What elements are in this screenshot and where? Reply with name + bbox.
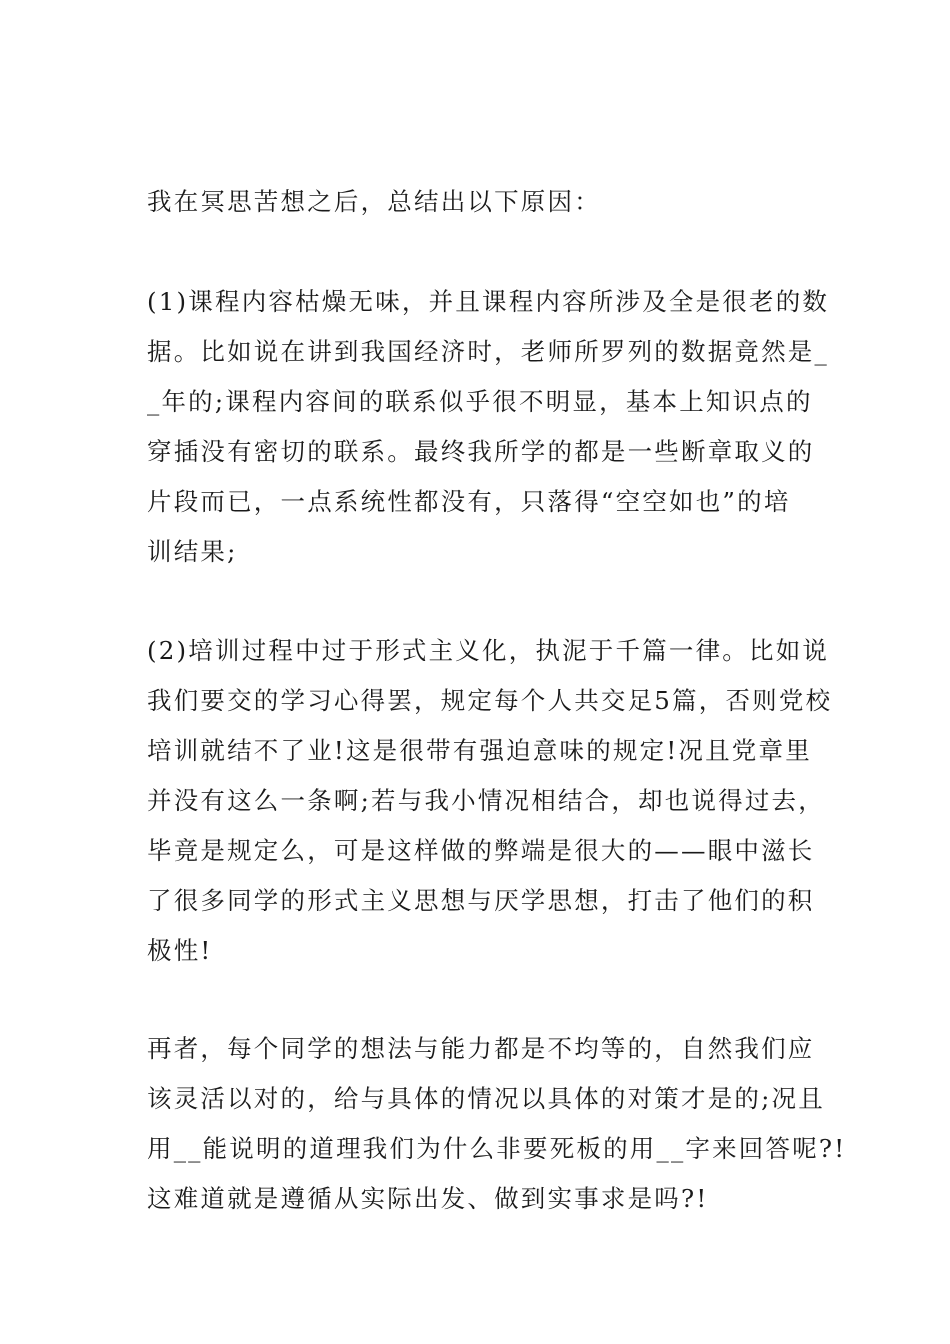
- point1-line-2: 据。比如说在讲到我国经济时，老师所罗列的数据竟然是_: [147, 337, 829, 366]
- point2-line-2: 我们要交的学习心得罢，规定每个人共交足5篇，否则党校: [147, 686, 833, 715]
- closing-line-4: 这难道就是遵循从实际出发、做到实事求是吗?!: [147, 1184, 709, 1213]
- closing-line-1: 再者，每个同学的想法与能力都是不均等的，自然我们应: [147, 1034, 815, 1063]
- point2-line-5: 毕竟是规定么，可是这样做的弊端是很大的——眼中滋长: [147, 836, 815, 865]
- point1-line-5: 片段而已，一点系统性都没有，只落得“空空如也”的培: [147, 487, 791, 516]
- point2-line-6: 了很多同学的形式主义思想与厌学思想，打击了他们的积: [147, 886, 815, 915]
- point1-line-4: 穿插没有密切的联系。最终我所学的都是一些断章取义的: [147, 437, 815, 466]
- point2-line-7: 极性!: [147, 936, 213, 965]
- point1-line-1: (1)课程内容枯燥无味，并且课程内容所涉及全是很老的数: [147, 287, 830, 316]
- intro-line: 我在冥思苦想之后，总结出以下原因：: [147, 187, 601, 216]
- point2-line-1: (2)培训过程中过于形式主义化，执泥于千篇一律。比如说: [147, 636, 830, 665]
- point1-line-6: 训结果;: [147, 537, 238, 566]
- point2-line-3: 培训就结不了业!这是很带有强迫意味的规定!况且党章里: [147, 736, 812, 765]
- point1-line-3: _年的;课程内容间的联系似乎很不明显，基本上知识点的: [147, 387, 813, 416]
- closing-line-3: 用__能说明的道理我们为什么非要死板的用__字来回答呢?!: [147, 1134, 847, 1163]
- point2-line-4: 并没有这么一条啊;若与我小情况相结合，却也说得过去，: [147, 786, 825, 815]
- closing-line-2: 该灵活以对的，给与具体的情况以具体的对策才是的;况且: [147, 1084, 825, 1113]
